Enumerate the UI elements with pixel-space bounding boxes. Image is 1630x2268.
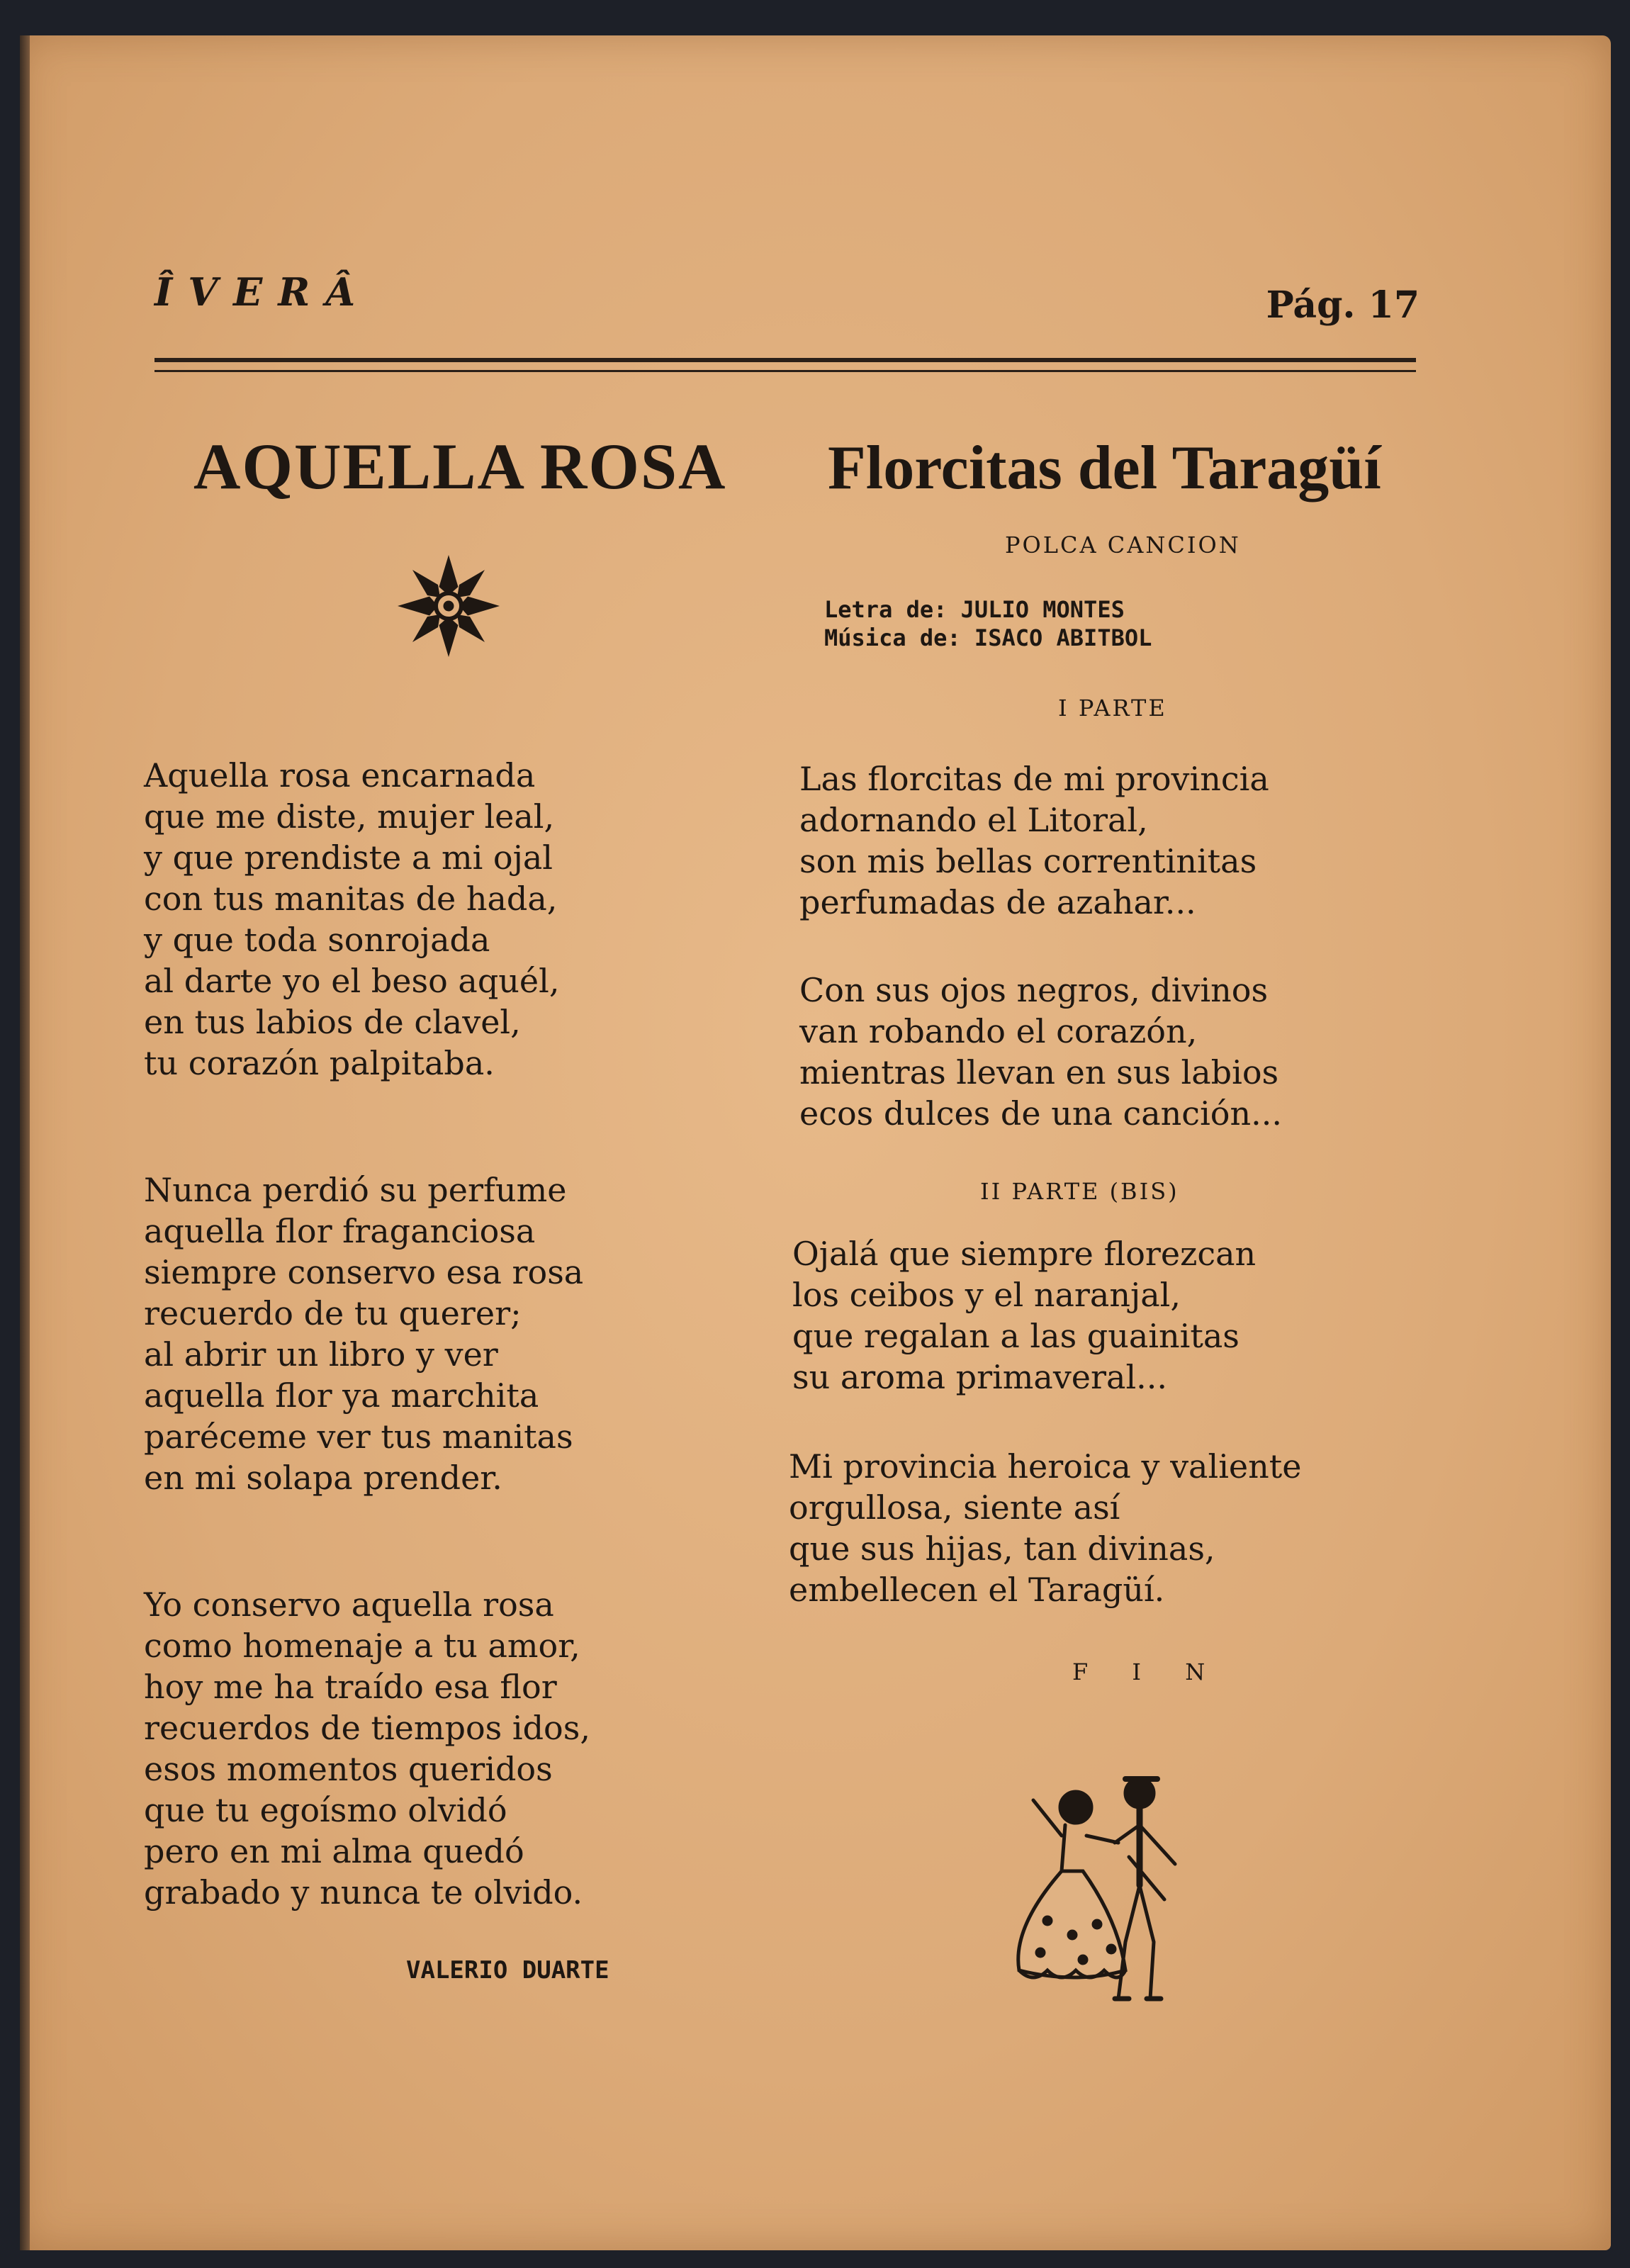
part2-label: II PARTE (BIS) bbox=[980, 1178, 1179, 1205]
right-stanza-4 bbox=[789, 1446, 1301, 1610]
poem-line: recuerdos de tiempos idos, bbox=[144, 1709, 590, 1747]
song-line: mientras llevan en sus labios bbox=[799, 1053, 1279, 1091]
song-line: Las florcitas de mi provincia bbox=[799, 760, 1269, 798]
right-stanza-2 bbox=[799, 970, 1282, 1134]
poem-line: en tus labios de clavel, bbox=[144, 1003, 521, 1041]
poem-line: aquella flor ya marchita bbox=[144, 1376, 539, 1415]
poem-line: y que prendiste a mi ojal bbox=[144, 838, 553, 877]
right-song-title: Florcitas del Taragüí bbox=[828, 434, 1381, 503]
poem-line: con tus manitas de hada, bbox=[144, 880, 558, 918]
page-binding bbox=[20, 35, 30, 2250]
song-line: perfumadas de azahar... bbox=[799, 883, 1196, 921]
left-stanza-2 bbox=[144, 1169, 583, 1498]
poem-line: pero en mi alma quedó bbox=[144, 1832, 524, 1870]
song-line: que regalan a las guainitas bbox=[792, 1317, 1240, 1355]
poem-line: Nunca perdió su perfume bbox=[144, 1171, 567, 1209]
poem-line: Aquella rosa encarnada bbox=[144, 756, 536, 795]
part1-label: I PARTE bbox=[1058, 695, 1167, 722]
song-line: Mi provincia heroica y valiente bbox=[789, 1447, 1302, 1486]
poem-line: aquella flor fraganciosa bbox=[144, 1212, 536, 1250]
poem-line: al abrir un libro y ver bbox=[144, 1335, 498, 1374]
song-line: embellecen el Taragüí. bbox=[789, 1571, 1165, 1609]
right-stanza-1 bbox=[799, 758, 1269, 923]
page-number: Pág. 17 bbox=[1266, 284, 1420, 327]
poem-line: como homenaje a tu amor, bbox=[144, 1627, 580, 1665]
poem-line: paréceme ver tus manitas bbox=[144, 1418, 573, 1456]
poem-line: hoy me ha traído esa flor bbox=[144, 1668, 557, 1706]
right-stanza-3 bbox=[792, 1233, 1256, 1398]
poem-line: siempre conservo esa rosa bbox=[144, 1253, 584, 1291]
song-line: Ojalá que siempre florezcan bbox=[792, 1235, 1257, 1273]
song-line: que sus hijas, tan divinas, bbox=[789, 1529, 1215, 1568]
magazine-name: ÎVERÂ bbox=[154, 269, 371, 315]
music-credit: Música de: ISACO ABITBOL bbox=[824, 624, 1152, 651]
song-line: son mis bellas correntinitas bbox=[799, 842, 1257, 880]
flower-ornament-icon bbox=[395, 553, 502, 659]
magazine-page bbox=[20, 35, 1611, 2250]
song-genre: POLCA CANCION bbox=[1005, 532, 1241, 558]
poem-line: en mi solapa prender. bbox=[144, 1459, 502, 1497]
song-line: su aroma primaveral... bbox=[792, 1358, 1168, 1396]
song-line: van robando el corazón, bbox=[799, 1012, 1198, 1050]
poem-line: tu corazón palpitaba. bbox=[144, 1044, 495, 1082]
song-line: los ceibos y el naranjal, bbox=[792, 1276, 1181, 1314]
left-stanza-3 bbox=[144, 1584, 590, 1913]
song-credits bbox=[824, 595, 1152, 652]
poem-line: que me diste, mujer leal, bbox=[144, 797, 555, 836]
dancing-couple-icon bbox=[998, 1758, 1210, 2013]
header-rule bbox=[154, 358, 1416, 362]
poem-line: esos momentos queridos bbox=[144, 1750, 553, 1788]
left-stanza-1 bbox=[144, 755, 559, 1084]
header-rule-thin bbox=[154, 370, 1416, 372]
song-line: adornando el Litoral, bbox=[799, 801, 1148, 839]
song-line: orgullosa, siente así bbox=[789, 1488, 1120, 1527]
poem-author: VALERIO DUARTE bbox=[406, 1956, 609, 1984]
song-line: Con sus ojos negros, divinos bbox=[799, 971, 1269, 1009]
left-poem-title: AQUELLA ROSA bbox=[193, 430, 727, 503]
poem-line: recuerdo de tu querer; bbox=[144, 1294, 522, 1332]
poem-line: que tu egoísmo olvidó bbox=[144, 1791, 507, 1829]
poem-line: Yo conservo aquella rosa bbox=[144, 1585, 554, 1624]
song-line: ecos dulces de una canción... bbox=[799, 1094, 1282, 1133]
poem-line: grabado y nunca te olvido. bbox=[144, 1873, 583, 1911]
poem-line: al darte yo el beso aquél, bbox=[144, 962, 560, 1000]
song-end-marker: F I N bbox=[1072, 1658, 1224, 1685]
lyrics-credit: Letra de: JULIO MONTES bbox=[824, 596, 1125, 623]
poem-line: y que toda sonrojada bbox=[144, 921, 490, 959]
